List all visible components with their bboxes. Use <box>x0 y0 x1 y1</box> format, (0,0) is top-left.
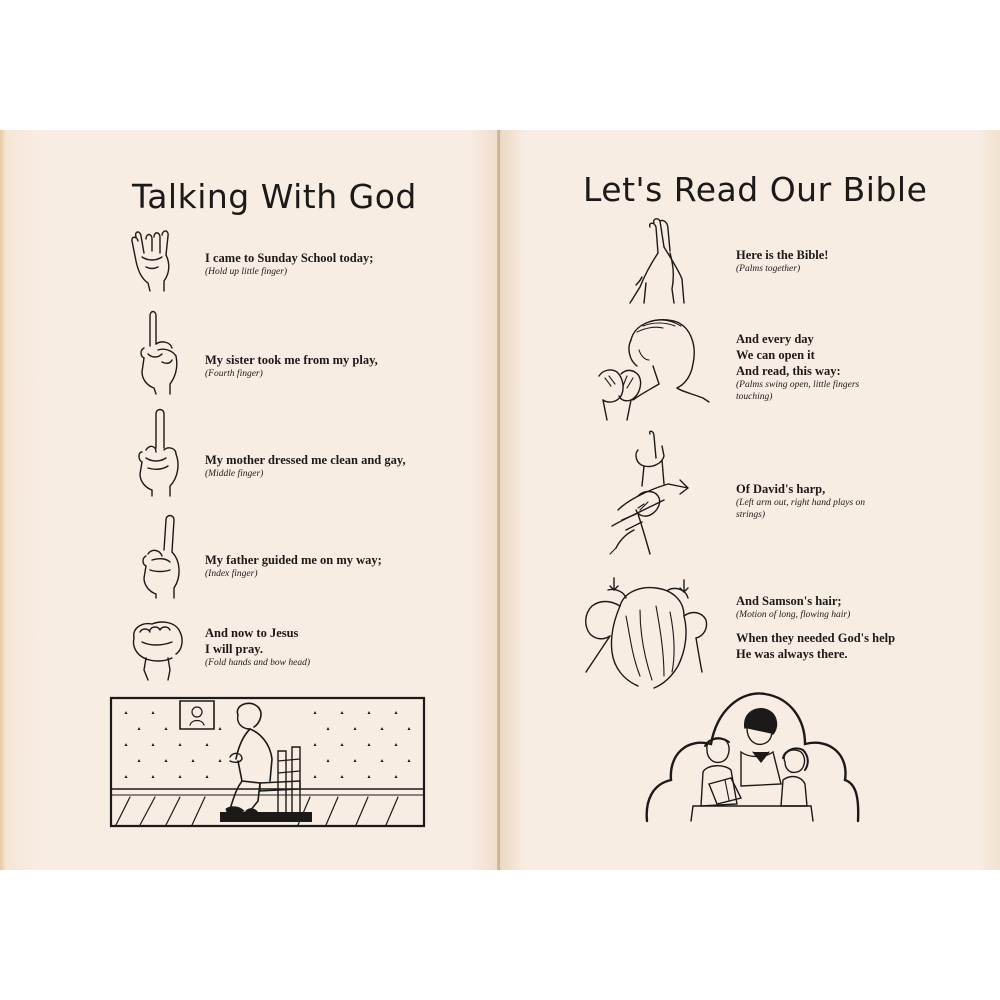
right-verse-2 <box>736 331 859 403</box>
right-verse-4 <box>736 593 895 662</box>
verse-4 <box>205 552 382 580</box>
verse-instruction: (Fourth finger) <box>205 369 263 379</box>
verse-instruction: (Palms together) <box>736 264 801 274</box>
verse-line-1: And every day <box>736 332 814 346</box>
verse-line: I came to Sunday School today; <box>205 251 374 265</box>
right-page <box>500 130 1000 870</box>
verse-line-3: He was always there. <box>736 647 848 661</box>
verse-instruction: (Motion of long, flowing hair) <box>736 610 851 620</box>
verse-1 <box>205 250 373 278</box>
palms-together-icon <box>620 217 690 303</box>
verse-instruction: (Hold up little finger) <box>205 267 288 277</box>
verse-instruction-1: (Left arm out, right hand plays on <box>736 498 866 508</box>
verse-line-3: And read, this way: <box>736 364 841 378</box>
hand-fourth-finger-icon <box>136 310 182 394</box>
verse-line: And Samson's hair; <box>736 594 842 608</box>
right-verse-3 <box>736 481 865 521</box>
hand-little-finger-icon <box>128 227 180 293</box>
verse-instruction-2: touching) <box>736 392 773 402</box>
verse-line: My father guided me on my way; <box>205 553 382 567</box>
verse-5 <box>205 625 310 669</box>
boy-praying-illustration <box>110 697 425 827</box>
left-page <box>0 130 500 870</box>
boy-open-palms-illustration <box>593 316 713 420</box>
verse-line-2: When they needed God's help <box>736 631 896 645</box>
verse-2 <box>205 352 378 380</box>
verse-line: Here is the Bible! <box>736 248 829 262</box>
flowing-hair-illustration <box>580 576 708 692</box>
harp-gesture-illustration <box>608 430 690 568</box>
verse-line: My sister took me from my play, <box>205 353 378 367</box>
right-page-title: Let's Read Our Bible <box>583 170 928 209</box>
right-verse-1 <box>736 247 828 275</box>
verse-instruction-2: strings) <box>736 510 766 520</box>
verse-instruction: (Index finger) <box>205 569 258 579</box>
hand-middle-finger-icon <box>134 408 184 496</box>
folded-hands-icon <box>128 618 186 680</box>
verse-line-1: And now to Jesus <box>205 626 299 640</box>
verse-line-2: I will pray. <box>205 642 263 656</box>
children-reading-illustration <box>645 688 860 823</box>
verse-instruction: (Fold hands and bow head) <box>205 658 311 668</box>
left-page-title: Talking With God <box>132 177 417 216</box>
verse-line: My mother dressed me clean and gay, <box>205 453 406 467</box>
verse-instruction: (Middle finger) <box>205 469 264 479</box>
verse-3 <box>205 452 406 480</box>
verse-line-2: We can open it <box>736 348 815 362</box>
open-book <box>0 130 1000 870</box>
verse-instruction-1: (Palms swing open, little fingers <box>736 380 860 390</box>
hand-index-finger-icon <box>138 514 186 598</box>
verse-line: Of David's harp, <box>736 482 826 496</box>
